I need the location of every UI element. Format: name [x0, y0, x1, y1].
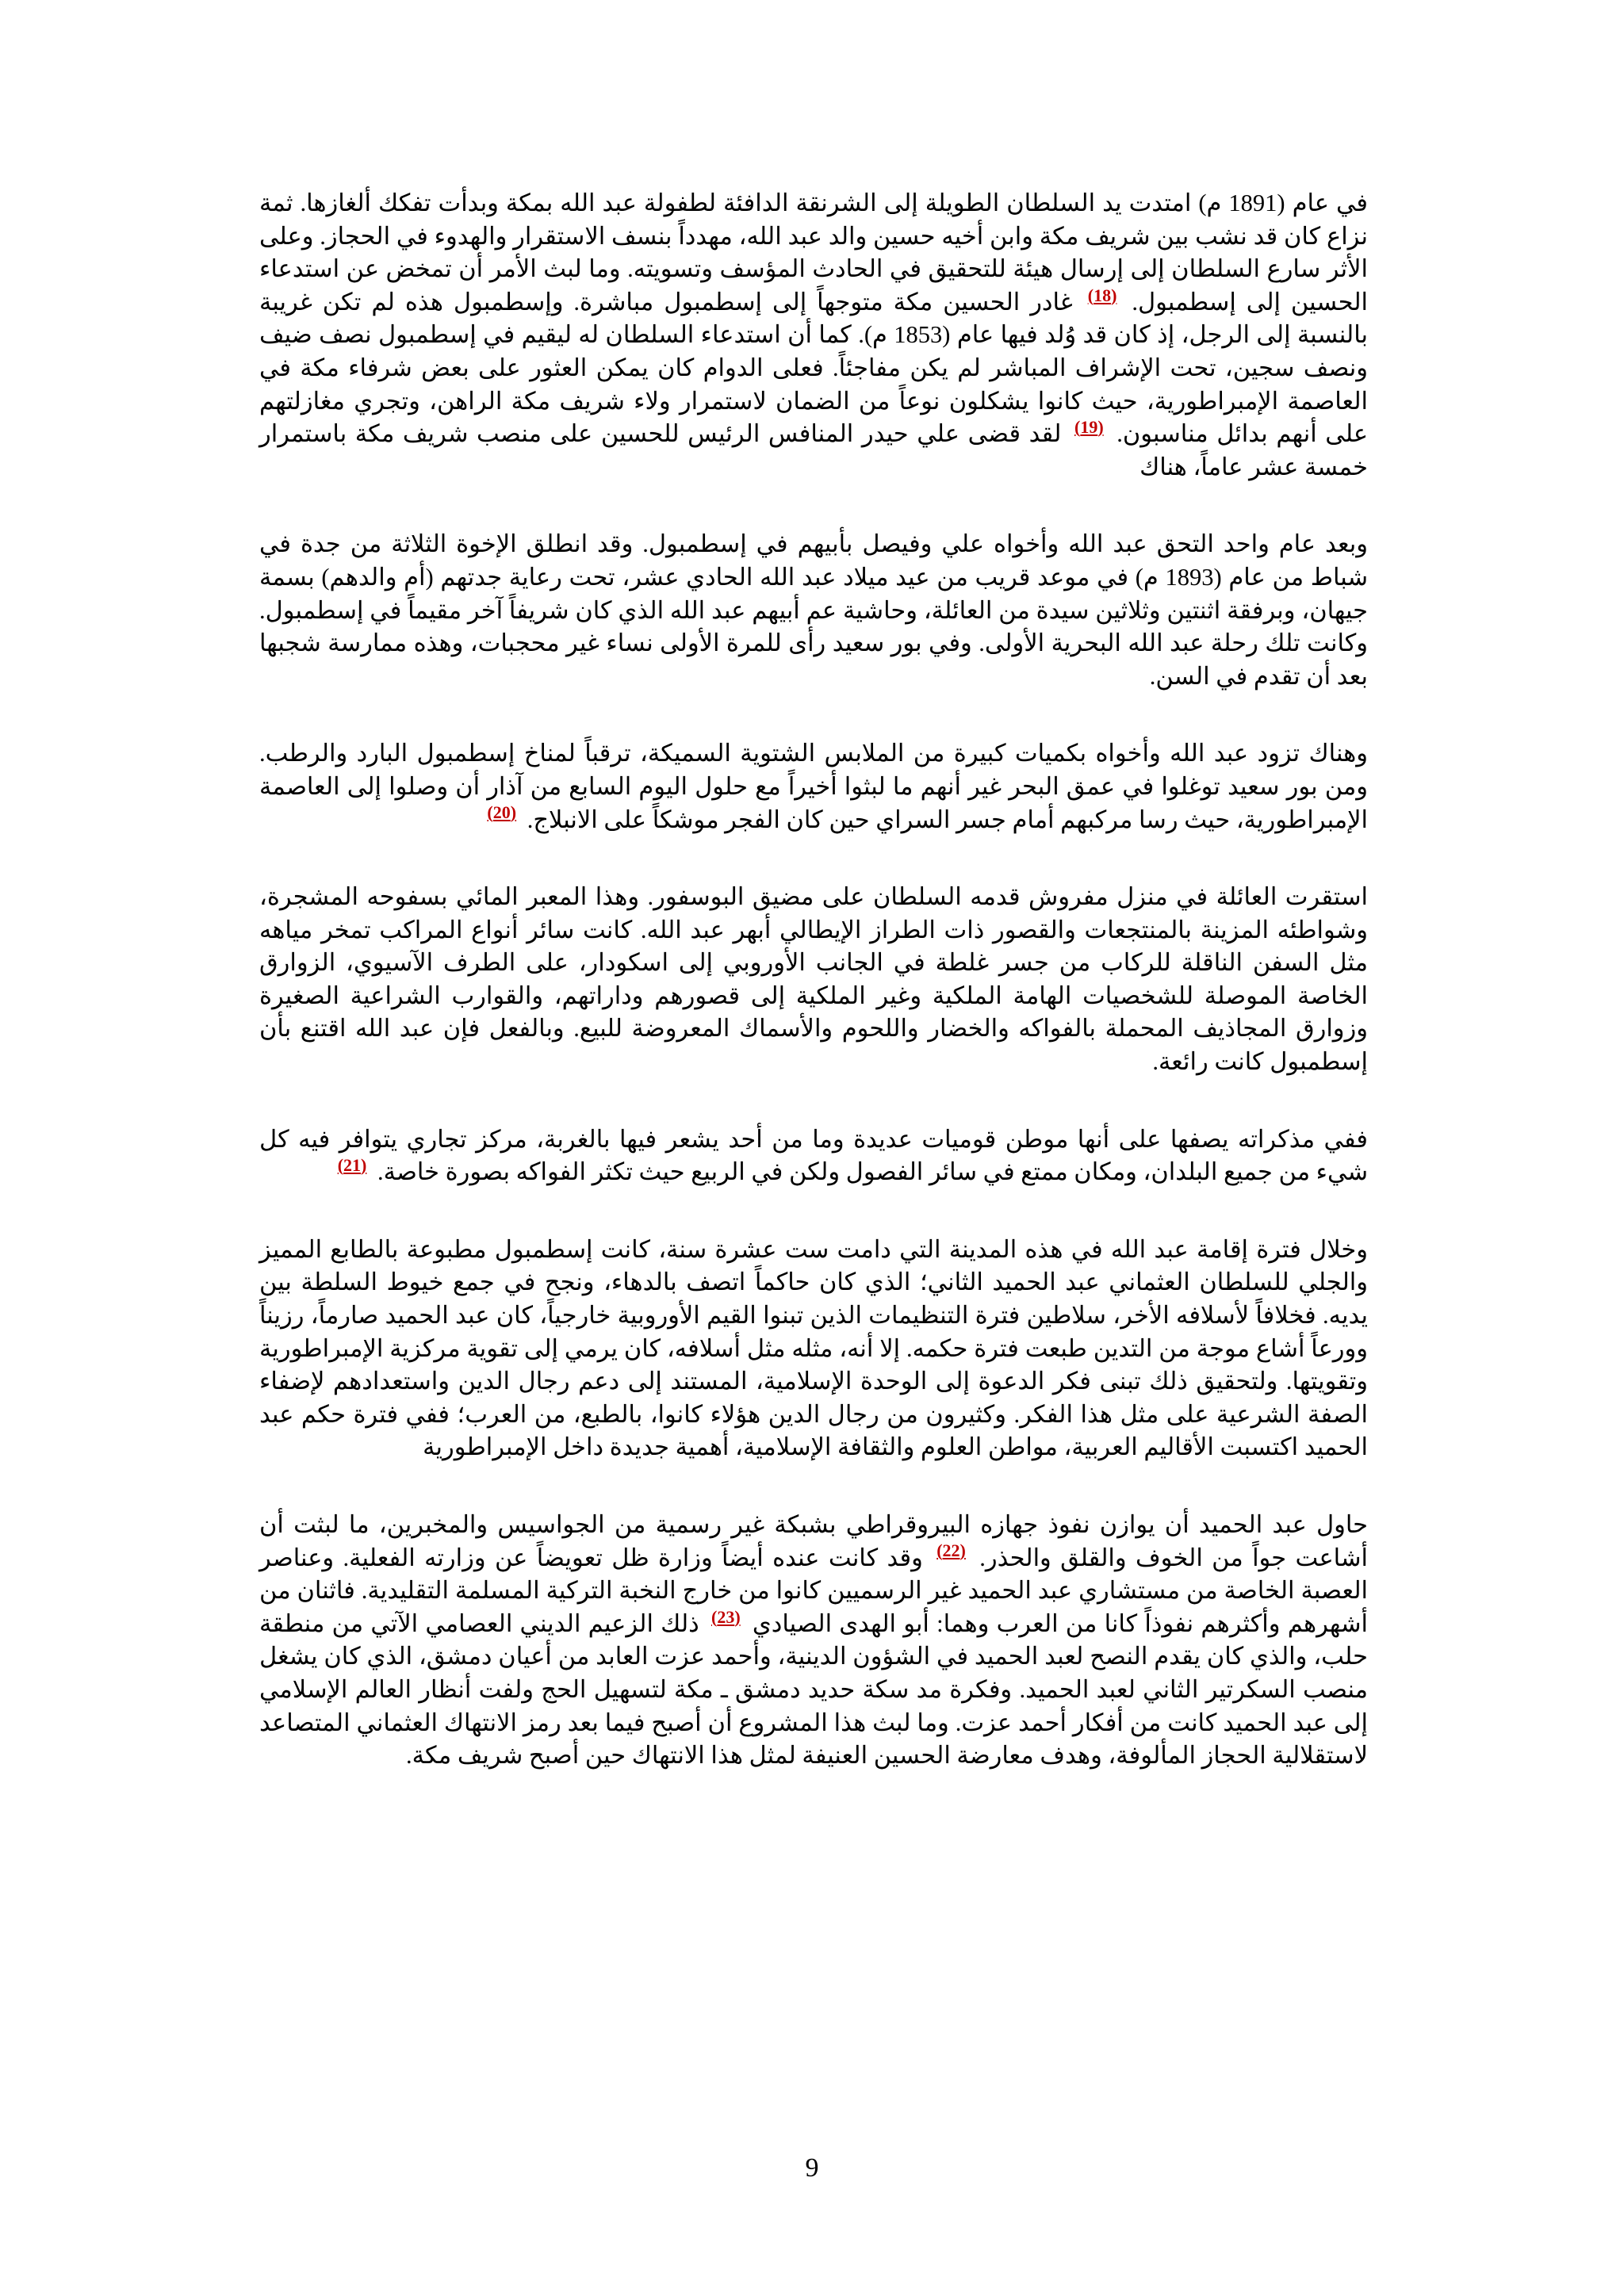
paragraph-text: ففي مذكراته يصفها على أنها موطن قوميات عديدة وما من أحد يشعر فيها بالغربة، مركز تجاري يتوافر فيه كل شيء من جميع البلدان، ومكان ممتع في سائر الفصول ولكن في الربيع حيث تكثر الفواكه بصورة خاصة. — [259, 1125, 1368, 1186]
paragraph-text: ذلك الزعيم الديني العصامي الآتي من منطقة حلب، والذي كان يقدم النصح لعبد الحميد في الشؤون الدينية، وأحمد عزت العابد من أعيان دمشق، الذي كان يشغل منصب السكرتير الثاني لعبد الحميد. وفكرة مد سكة حديد دمشق ـ مكة لتسهيل الحج ولفت أنظار العالم الإسلامي إلى عبد الحميد كانت من أفكار أحمد عزت. وما لبث هذا المشروع أن أصبح فيما بعد رمز الانتهاك العثماني المتصاعد لاستقلالية الحجاز المألوفة، وهدف معارضة الحسين العنيفة لمثل هذا الانتهاك حين أصبح شريف مكة. — [259, 1609, 1368, 1770]
footnote-link-20[interactable]: (20) — [487, 802, 517, 823]
paragraph-3 — [259, 737, 1368, 836]
footnote-link-18[interactable]: (18) — [1087, 285, 1117, 305]
paragraph-text: حاول عبد الحميد أن يوازن نفوذ جهازه البيروقراطي بشبكة غير رسمية من الجواسيس والمخبرين، ما لبثت أن أشاعت جواً من الخوف والقلق والحذر. — [259, 1511, 1369, 1571]
paragraph-text: في عام (1891 م) امتدت يد السلطان الطويلة إلى الشرنقة الدافئة لطفولة عبد الله بمكة وبدأت تفكك ألغازها. ثمة نزاع كان قد نشب بين شريف مكة وابن أخيه حسين والد عبد الله، مهدداً بنسف الاستقرار والهدوء في الحجاز. وعلى الأثر سارع السلطان إلى إرسال هيئة للتحقيق في الحادث المؤسف وتسويته. وما لبث الأمر أن تمخض عن استدعاء الحسين إلى إسطمبول. — [259, 189, 1369, 316]
footnote-link-22[interactable]: (22) — [936, 1540, 966, 1561]
footnote-link-21[interactable]: (21) — [337, 1155, 367, 1176]
paragraph-text: وبعد عام واحد التحق عبد الله وأخواه علي وفيصل بأبيهم في إسطمبول. وقد انطلق الإخوة الثلاثة من جدة في شباط من عام (1893 م) في موعد قريب من عيد ميلاد عبد الله الحادي عشر، تحت رعاية جدتهم (أم والدهم) بسمة جيهان، وبرفقة اثنتين وثلاثين سيدة من العائلة، وحاشية عم أبيهم عبد الله الذي كان شريفاً آخر مقيماً في إسطمبول. وكانت تلك رحلة عبد الله البحرية الأولى. وفي بور سعيد رأى للمرة الأولى نساء غير محجبات، وهذه ممارسة شجبها بعد أن تقدم في السن. — [259, 530, 1368, 690]
paragraph-text: لقد قضى علي حيدر المنافس الرئيس للحسين على منصب شريف مكة باستمرار خمسة عشر عاماً، هناك — [259, 420, 1368, 480]
body-text — [259, 187, 1368, 1817]
paragraph-1 — [259, 187, 1368, 484]
footnote-link-23[interactable]: (23) — [710, 1606, 741, 1627]
paragraph-2 — [259, 528, 1368, 693]
paragraph-text: وهناك تزود عبد الله وأخواه بكميات كبيرة من الملابس الشتوية السميكة، ترقباً لمناخ إسطمبول البارد والرطب. ومن بور سعيد توغلوا في عمق البحر غير أنهم ما لبثوا أخيراً مع حلول اليوم السابع من آذار أن وصلوا إلى العاصمة الإمبراطورية، حيث رسا مركبهم أمام جسر السراي حين كان الفجر موشكاً على الانبلاج. — [259, 740, 1368, 833]
paragraph-5 — [259, 1123, 1368, 1189]
paragraph-text: وقد كانت عنده أيضاً وزارة ظل تعويضاً عن وزارته الفعلية. وعناصر العصبة الخاصة من مستشاري عبد الحميد غير الرسميين كانوا من خارج النخبة التركية المسلمة التقليدية. فاثنان من أشهرهم وأكثرهم نفوذاً كانا من العرب وهما: أبو الهدى الصيادي — [259, 1544, 1369, 1637]
footnote-link-19[interactable]: (19) — [1074, 417, 1104, 437]
paragraph-6 — [259, 1234, 1368, 1464]
page-number: 9 — [805, 2153, 819, 2183]
paragraph-4 — [259, 881, 1368, 1079]
paragraph-text: غادر الحسين مكة متوجهاً إلى إسطمبول مباشرة. وإسطمبول هذه لم تكن غريبة بالنسبة إلى الرجل، إذ كان قد وُلد فيها عام (1853 م). كما أن استدعاء السلطان له ليقيم في إسطمبول نصف ضيف ونصف سجين، تحت الإشراف المباشر لم يكن مفاجئاً. فعلى الدوام كان يمكن العثور على بعض شرفاء مكة في العاصمة الإمبراطورية، حيث كانوا يشكلون نوعاً من الضمان لاستمرار ولاء شريف مكة الراهن، وتجري مغازلتهم على أنهم بدائل مناسبون. — [259, 288, 1369, 448]
paragraph-7 — [259, 1509, 1368, 1773]
paragraph-text: استقرت العائلة في منزل مفروش قدمه السلطان على مضيق البوسفور. وهذا المعبر المائي بسفوحه المشجرة، وشواطئه المزينة بالمنتجعات والقصور ذات الطراز الإيطالي أبهر عبد الله. كانت سائر أنواع المراكب تمخر مياهه مثل السفن الناقلة للركاب من جسر غلطة في الجانب الأوروبي إلى اسكودار، على الطرف الآسيوي، الزوارق الخاصة الموصلة للشخصيات الهامة الملكية وغير الملكية إلى قصورهم وداراتهم، والقوارب الشراعية الصغيرة وزوارق المجاذيف المحملة بالفواكه والخضار واللحوم والأسماك المعروضة للبيع. وبالفعل فإن عبد الله اقتنع بأن إسطمبول كانت رائعة. — [259, 883, 1368, 1076]
paragraph-text: وخلال فترة إقامة عبد الله في هذه المدينة التي دامت ست عشرة سنة، كانت إسطمبول مطبوعة بالطابع المميز والجلي للسلطان العثماني عبد الحميد الثاني؛ الذي كان حاكماً اتصف بالدهاء، ونجح في جمع خيوط السلطة بين يديه. فخلافاً لأسلافه الأخر، سلاطين فترة التنظيمات الذين تبنوا القيم الأوروبية خارجياً، كان عبد الحميد صارماً، رزيناً وورعاً أشاع موجة من التدين طبعت فترة حكمه. إلا أنه، مثله مثل أسلافه، كان يرمي إلى تقوية مركزية الإمبراطورية وتقويتها. ولتحقيق ذلك تبنى فكر الدعوة إلى الوحدة الإسلامية، المستند إلى دعم رجال الدين واستعدادهم لإضفاء الصفة الشرعية على مثل هذا الفكر. وكثيرون من رجال الدين هؤلاء كانوا، بالطبع، من العرب؛ ففي فترة حكم عبد الحميد اكتسبت الأقاليم العربية، مواطن العلوم والثقافة الإسلامية، أهمية جديدة داخل الإمبراطورية — [259, 1235, 1368, 1461]
